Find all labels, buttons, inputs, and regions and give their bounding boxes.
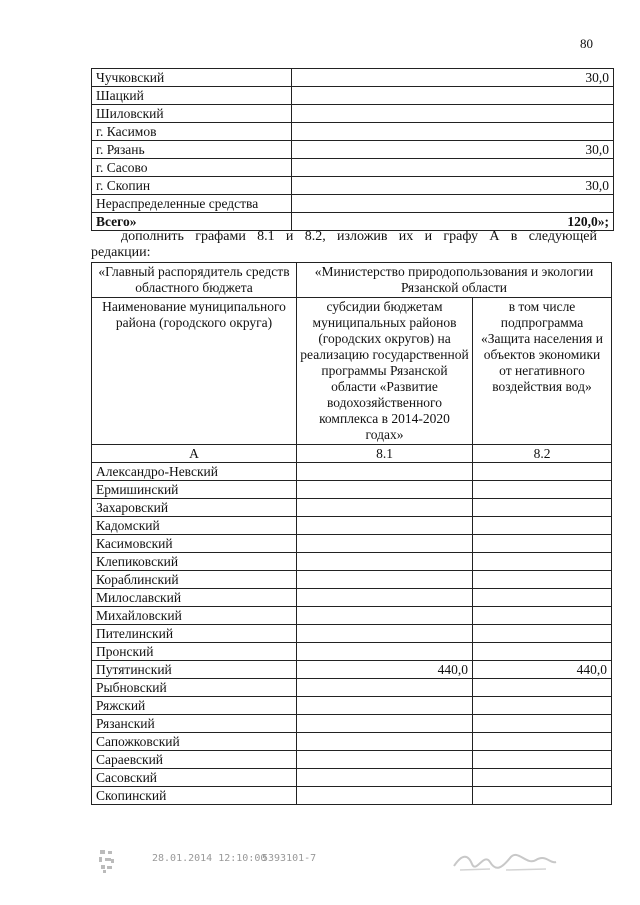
subprogram-value bbox=[473, 679, 612, 697]
paragraph-line-1: дополнить графами 8.1 и 8.2, изложив их и графу А в следующей bbox=[121, 229, 597, 244]
subsidy-value: 440,0 bbox=[297, 661, 473, 679]
district-name: Сараевский bbox=[92, 751, 297, 769]
subsidy-value bbox=[297, 769, 473, 787]
page-number: 80 bbox=[580, 36, 593, 51]
subsidy-value bbox=[297, 553, 473, 571]
subsidy-value bbox=[297, 517, 473, 535]
amendment-paragraph bbox=[91, 229, 597, 261]
header-subsidies: субсидии бюджетам муниципальных районов (городских округов) на реализацию государственной программы Рязанской области «Развитие водохозяйственного комплекса в 2014-2020 годах» bbox=[297, 298, 473, 445]
district-name: Чучковский bbox=[92, 69, 292, 87]
allocation-value: 30,0 bbox=[292, 69, 614, 87]
allocation-value bbox=[292, 123, 614, 141]
district-name: г. Сасово bbox=[92, 159, 292, 177]
subprogram-value bbox=[473, 553, 612, 571]
subprogram-value bbox=[473, 607, 612, 625]
district-name: Ряжский bbox=[92, 697, 297, 715]
footer-doc-id: 5393101-7 bbox=[262, 853, 317, 864]
column-number-a: А bbox=[92, 445, 297, 463]
allocation-table bbox=[91, 68, 614, 231]
district-name: Захаровский bbox=[92, 499, 297, 517]
district-name: Шацкий bbox=[92, 87, 292, 105]
district-name: г. Рязань bbox=[92, 141, 292, 159]
subsidy-value bbox=[297, 733, 473, 751]
subprogram-value bbox=[473, 571, 612, 589]
subsidy-value bbox=[297, 607, 473, 625]
allocation-value bbox=[292, 195, 614, 213]
district-name: Касимовский bbox=[92, 535, 297, 553]
district-row bbox=[92, 733, 612, 751]
subprogram-value bbox=[473, 643, 612, 661]
district-row bbox=[92, 607, 612, 625]
district-name: Сапожковский bbox=[92, 733, 297, 751]
subsidy-value bbox=[297, 679, 473, 697]
allocation-row bbox=[92, 123, 614, 141]
district-row bbox=[92, 751, 612, 769]
column-number-8-2: 8.2 bbox=[473, 445, 612, 463]
district-name: Рыбновский bbox=[92, 679, 297, 697]
total-label: Всего» bbox=[92, 213, 292, 231]
allocation-row bbox=[92, 69, 614, 87]
allocation-value: 30,0 bbox=[292, 177, 614, 195]
header-ministry: «Министерство природопользования и экологии Рязанской области bbox=[297, 263, 612, 298]
subprogram-value bbox=[473, 499, 612, 517]
subprogram-value bbox=[473, 625, 612, 643]
district-name: Пронский bbox=[92, 643, 297, 661]
district-row bbox=[92, 571, 612, 589]
subsidy-value bbox=[297, 571, 473, 589]
district-name: Ермишинский bbox=[92, 481, 297, 499]
district-name: Нераспределенные средства bbox=[92, 195, 292, 213]
district-row bbox=[92, 697, 612, 715]
subprogram-value bbox=[473, 787, 612, 805]
district-name: г. Скопин bbox=[92, 177, 292, 195]
column-number-8-1: 8.1 bbox=[297, 445, 473, 463]
district-row bbox=[92, 553, 612, 571]
subprogram-value: 440,0 bbox=[473, 661, 612, 679]
district-row bbox=[92, 589, 612, 607]
allocation-row bbox=[92, 195, 614, 213]
subprogram-value bbox=[473, 517, 612, 535]
total-row bbox=[92, 213, 614, 231]
district-row bbox=[92, 679, 612, 697]
district-row bbox=[92, 715, 612, 733]
district-name: Путятинский bbox=[92, 661, 297, 679]
district-row bbox=[92, 499, 612, 517]
district-name: Пителинский bbox=[92, 625, 297, 643]
subprogram-value bbox=[473, 463, 612, 481]
subsidy-value bbox=[297, 499, 473, 517]
district-name: Кадомский bbox=[92, 517, 297, 535]
subprogram-value bbox=[473, 481, 612, 499]
district-row bbox=[92, 661, 612, 679]
district-row bbox=[92, 643, 612, 661]
total-value: 120,0»; bbox=[292, 213, 614, 231]
subprogram-value bbox=[473, 733, 612, 751]
paragraph-line-2: редакции: bbox=[91, 245, 151, 260]
district-name: Рязанский bbox=[92, 715, 297, 733]
subsidy-value bbox=[297, 697, 473, 715]
header-row-2 bbox=[92, 298, 612, 445]
district-row bbox=[92, 769, 612, 787]
district-row bbox=[92, 625, 612, 643]
district-row bbox=[92, 787, 612, 805]
district-name: Кораблинский bbox=[92, 571, 297, 589]
header-row-1 bbox=[92, 263, 612, 298]
subprogram-value bbox=[473, 751, 612, 769]
allocation-row bbox=[92, 177, 614, 195]
header-subprogram: в том числе подпрограмма «Защита населения и объектов экономики от негативного воздействия вод» bbox=[473, 298, 612, 445]
allocation-row bbox=[92, 141, 614, 159]
subprogram-value bbox=[473, 697, 612, 715]
subprogram-value bbox=[473, 769, 612, 787]
subsidy-value bbox=[297, 589, 473, 607]
subsidy-value bbox=[297, 463, 473, 481]
stamp-icon bbox=[97, 848, 117, 874]
subsidy-value bbox=[297, 535, 473, 553]
subsidy-value bbox=[297, 715, 473, 733]
district-name: Скопинский bbox=[92, 787, 297, 805]
district-name: Клепиковский bbox=[92, 553, 297, 571]
subsidy-value bbox=[297, 787, 473, 805]
allocation-value bbox=[292, 87, 614, 105]
subsidy-table bbox=[91, 262, 612, 805]
subprogram-value bbox=[473, 535, 612, 553]
district-row bbox=[92, 481, 612, 499]
allocation-row bbox=[92, 105, 614, 123]
header-district-name: Наименование муниципального района (городского округа) bbox=[92, 298, 297, 445]
subsidy-value bbox=[297, 625, 473, 643]
signature-icon bbox=[450, 848, 560, 874]
subsidy-value bbox=[297, 481, 473, 499]
footer-timestamp: 28.01.2014 12:10:00 bbox=[152, 853, 267, 864]
district-name: Шиловский bbox=[92, 105, 292, 123]
district-name: Милославский bbox=[92, 589, 297, 607]
allocation-value bbox=[292, 159, 614, 177]
subsidy-value bbox=[297, 643, 473, 661]
allocation-row bbox=[92, 159, 614, 177]
district-row bbox=[92, 463, 612, 481]
district-name: Сасовский bbox=[92, 769, 297, 787]
district-name: Александро-Невский bbox=[92, 463, 297, 481]
allocation-value: 30,0 bbox=[292, 141, 614, 159]
district-row bbox=[92, 535, 612, 553]
subprogram-value bbox=[473, 589, 612, 607]
header-distributor: «Главный распорядитель средств областного бюджета bbox=[92, 263, 297, 298]
column-number-row bbox=[92, 445, 612, 463]
district-row bbox=[92, 517, 612, 535]
subsidy-value bbox=[297, 751, 473, 769]
district-name: г. Касимов bbox=[92, 123, 292, 141]
allocation-row bbox=[92, 87, 614, 105]
district-name: Михайловский bbox=[92, 607, 297, 625]
allocation-value bbox=[292, 105, 614, 123]
subprogram-value bbox=[473, 715, 612, 733]
